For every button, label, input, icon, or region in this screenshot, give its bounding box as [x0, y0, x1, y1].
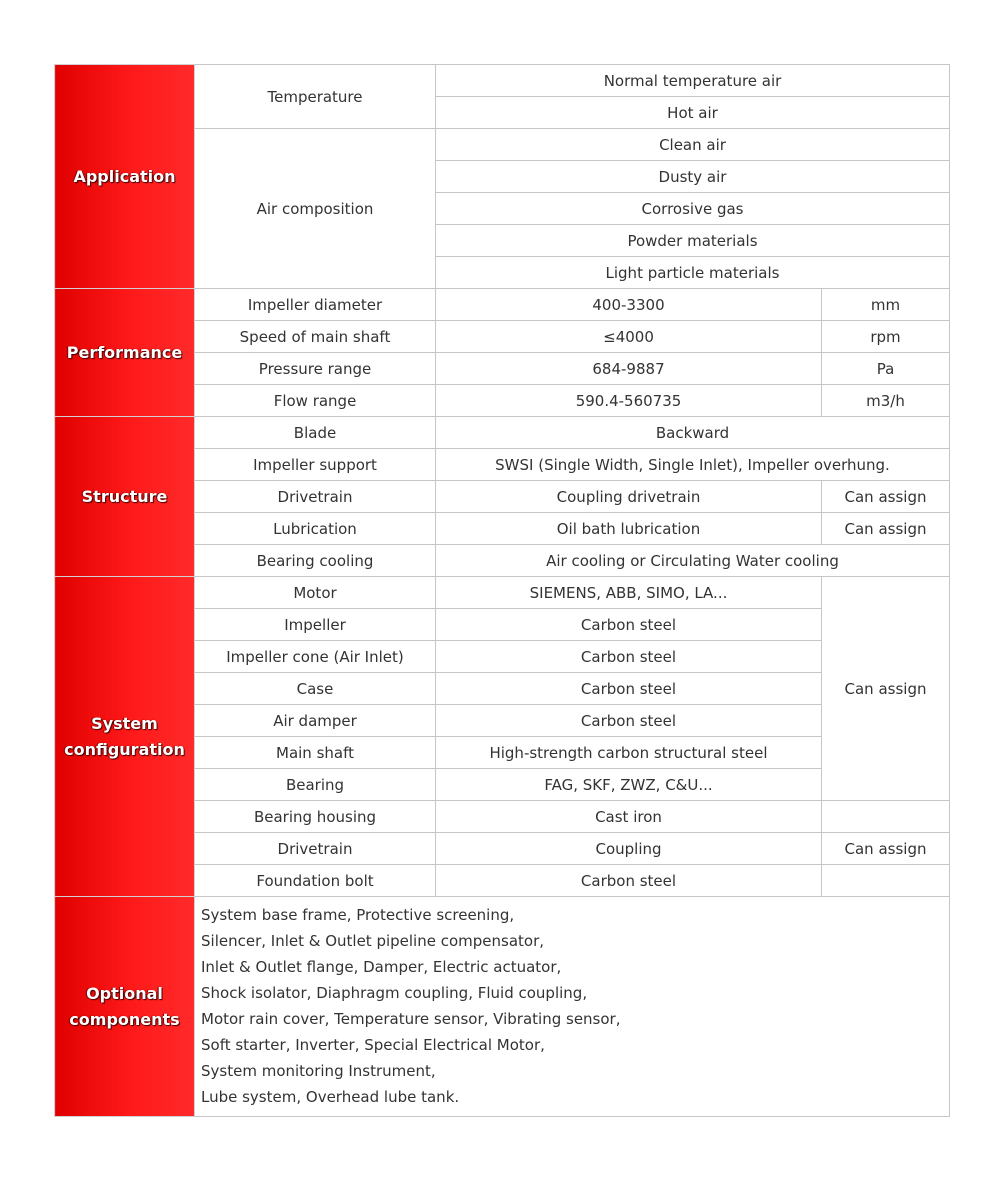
unit-cell: Pa [822, 353, 950, 385]
table-row [55, 65, 950, 97]
value-cell: Powder materials [436, 225, 950, 257]
param-temperature: Temperature [195, 65, 436, 129]
param-name: Main shaft [195, 737, 436, 769]
value-cell: 400-3300 [436, 289, 822, 321]
param-name: Speed of main shaft [195, 321, 436, 353]
value-cell: Carbon steel [436, 673, 822, 705]
category-label-line: configuration [64, 739, 185, 759]
note-cell [822, 865, 950, 897]
value-cell: ≤4000 [436, 321, 822, 353]
note-cell [822, 801, 950, 833]
unit-cell: m3/h [822, 385, 950, 417]
list-item: Silencer, Inlet & Outlet pipeline compensator, [201, 932, 545, 950]
category-performance: Performance [55, 289, 195, 417]
category-optional-components [55, 897, 195, 1117]
param-name: Impeller support [195, 449, 436, 481]
param-name: Bearing cooling [195, 545, 436, 577]
category-label-line: System [91, 713, 158, 733]
param-name: Bearing [195, 769, 436, 801]
category-application: Application [55, 65, 195, 289]
param-name: Drivetrain [195, 833, 436, 865]
list-item: Lube system, Overhead lube tank. [201, 1088, 460, 1106]
value-cell: Normal temperature air [436, 65, 950, 97]
param-name: Flow range [195, 385, 436, 417]
list-item: Shock isolator, Diaphragm coupling, Fluid coupling, [201, 984, 588, 1002]
value-cell: FAG, SKF, ZWZ, C&U... [436, 769, 822, 801]
value-cell: Coupling drivetrain [436, 481, 822, 513]
table-row [55, 417, 950, 449]
list-item: Motor rain cover, Temperature sensor, Vibrating sensor, [201, 1010, 621, 1028]
value-cell: Air cooling or Circulating Water cooling [436, 545, 950, 577]
value-cell: Carbon steel [436, 865, 822, 897]
value-cell: 590.4-560735 [436, 385, 822, 417]
param-air-composition: Air composition [195, 129, 436, 289]
unit-cell: mm [822, 289, 950, 321]
value-cell: Cast iron [436, 801, 822, 833]
value-cell: Carbon steel [436, 705, 822, 737]
param-name: Air damper [195, 705, 436, 737]
param-name: Pressure range [195, 353, 436, 385]
value-cell: High-strength carbon structural steel [436, 737, 822, 769]
param-name: Impeller diameter [195, 289, 436, 321]
optional-components-list [195, 897, 950, 1117]
note-cell: Can assign [822, 481, 950, 513]
note-cell: Can assign [822, 513, 950, 545]
value-cell: SWSI (Single Width, Single Inlet), Impeller overhung. [436, 449, 950, 481]
table-row [55, 289, 950, 321]
list-item: System monitoring Instrument, [201, 1062, 436, 1080]
table-row [55, 577, 950, 609]
param-name: Motor [195, 577, 436, 609]
fan-spec-table [54, 64, 950, 1117]
value-cell: Oil bath lubrication [436, 513, 822, 545]
value-cell: Clean air [436, 129, 950, 161]
value-cell: 684-9887 [436, 353, 822, 385]
param-name: Drivetrain [195, 481, 436, 513]
param-name: Blade [195, 417, 436, 449]
category-system-configuration [55, 577, 195, 897]
param-name: Case [195, 673, 436, 705]
value-cell: Dusty air [436, 161, 950, 193]
category-structure: Structure [55, 417, 195, 577]
value-cell: Carbon steel [436, 609, 822, 641]
list-item: Soft starter, Inverter, Special Electrical Motor, [201, 1036, 545, 1054]
table-row [55, 897, 950, 1117]
list-item: Inlet & Outlet flange, Damper, Electric actuator, [201, 958, 562, 976]
value-cell: Light particle materials [436, 257, 950, 289]
param-name: Bearing housing [195, 801, 436, 833]
category-label-line: Optional [86, 983, 163, 1003]
note-cell-group: Can assign [822, 577, 950, 801]
value-cell: Carbon steel [436, 641, 822, 673]
param-name: Impeller [195, 609, 436, 641]
category-label-line: components [69, 1009, 180, 1029]
value-cell: Coupling [436, 833, 822, 865]
note-cell: Can assign [822, 833, 950, 865]
param-name: Foundation bolt [195, 865, 436, 897]
value-cell: Hot air [436, 97, 950, 129]
list-item: System base frame, Protective screening, [201, 906, 515, 924]
value-cell: Corrosive gas [436, 193, 950, 225]
unit-cell: rpm [822, 321, 950, 353]
param-name: Lubrication [195, 513, 436, 545]
value-cell: Backward [436, 417, 950, 449]
param-name: Impeller cone (Air Inlet) [195, 641, 436, 673]
value-cell: SIEMENS, ABB, SIMO, LA... [436, 577, 822, 609]
